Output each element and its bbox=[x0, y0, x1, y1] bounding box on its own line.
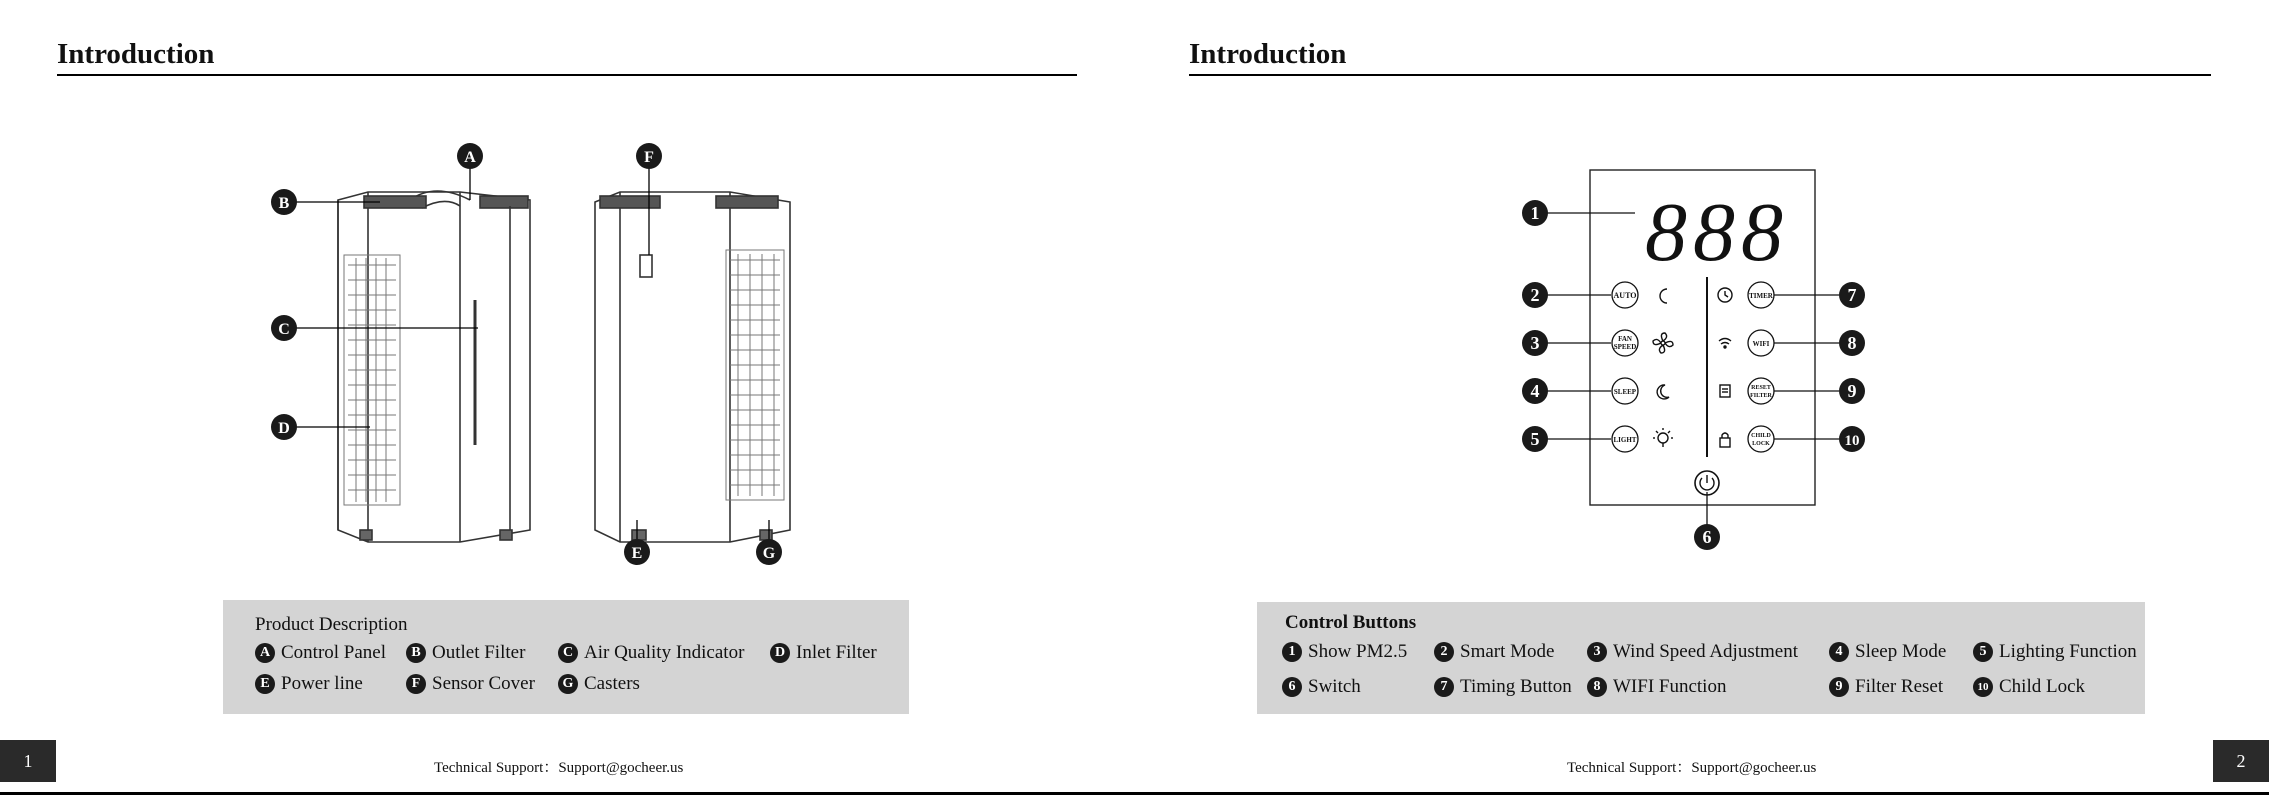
svg-text:E: E bbox=[631, 545, 643, 562]
child-lock-button[interactable] bbox=[1748, 426, 1774, 452]
svg-text:2: 2 bbox=[1530, 285, 1540, 305]
air-purifier-illustration bbox=[260, 130, 820, 570]
smart-mode-icon bbox=[1660, 289, 1667, 303]
control-item: 3 Wind Speed Adjustment bbox=[1587, 641, 1798, 663]
fan-icon bbox=[1653, 333, 1673, 353]
svg-text:SLEEP: SLEEP bbox=[1613, 388, 1637, 396]
title-rule bbox=[1189, 74, 2211, 76]
svg-text:AUTO: AUTO bbox=[1613, 291, 1637, 300]
box-heading: Control Buttons bbox=[1285, 612, 1417, 633]
footer-support: Technical Support：Support@gocheer.us bbox=[434, 760, 684, 776]
page-title: Introduction bbox=[57, 38, 215, 70]
right-page bbox=[1135, 0, 2269, 795]
svg-text:7: 7 bbox=[1847, 285, 1857, 305]
page-title: Introduction bbox=[1189, 38, 1347, 70]
svg-text:RESET: RESET bbox=[1751, 385, 1771, 391]
svg-text:A: A bbox=[464, 149, 476, 166]
svg-text:4: 4 bbox=[1530, 381, 1540, 401]
svg-text:LOCK: LOCK bbox=[1752, 441, 1770, 447]
power-icon[interactable] bbox=[1695, 471, 1719, 495]
page-number: 1 bbox=[0, 740, 56, 782]
control-item: 10 Child Lock bbox=[1973, 676, 2085, 698]
footer-support: Technical Support：Support@gocheer.us bbox=[1567, 760, 1817, 776]
svg-text:SPEED: SPEED bbox=[1613, 343, 1637, 351]
desc-item: D Inlet Filter bbox=[770, 642, 877, 664]
control-item: 8 WIFI Function bbox=[1587, 676, 1726, 698]
control-panel-diagram bbox=[1507, 165, 2027, 565]
svg-text:C: C bbox=[278, 321, 290, 338]
filter-icon bbox=[1720, 385, 1730, 397]
svg-text:8: 8 bbox=[1847, 333, 1857, 353]
control-item: 9 Filter Reset bbox=[1829, 676, 1943, 698]
reset-filter-button[interactable] bbox=[1748, 378, 1774, 404]
left-page bbox=[0, 0, 1134, 795]
svg-text:G: G bbox=[762, 545, 776, 562]
svg-text:D: D bbox=[278, 420, 290, 437]
svg-text:B: B bbox=[278, 195, 290, 212]
control-item: 1 Show PM2.5 bbox=[1282, 641, 1407, 663]
moon-icon bbox=[1657, 385, 1669, 399]
svg-text:CHILD: CHILD bbox=[1751, 433, 1771, 439]
title-rule bbox=[57, 74, 1077, 76]
box-heading: Product Description bbox=[255, 614, 408, 635]
control-item: 6 Switch bbox=[1282, 676, 1361, 698]
bulb-icon bbox=[1653, 428, 1673, 447]
digit-display: 888 bbox=[1645, 186, 1789, 279]
product-description-box bbox=[223, 600, 909, 714]
control-buttons-box bbox=[1257, 602, 2145, 714]
wifi-icon bbox=[1719, 339, 1731, 349]
lock-icon bbox=[1720, 433, 1730, 447]
svg-text:6: 6 bbox=[1702, 527, 1712, 547]
desc-item: A Control Panel bbox=[255, 642, 386, 664]
desc-item: F Sensor Cover bbox=[406, 673, 535, 695]
control-item: 7 Timing Button bbox=[1434, 676, 1572, 698]
svg-text:F: F bbox=[644, 149, 654, 166]
svg-text:9: 9 bbox=[1847, 381, 1857, 401]
desc-item: G Casters bbox=[558, 673, 640, 695]
svg-text:WIFI: WIFI bbox=[1752, 340, 1770, 348]
control-item: 4 Sleep Mode bbox=[1829, 641, 1946, 663]
page-number: 2 bbox=[2213, 740, 2269, 782]
svg-text:TIMER: TIMER bbox=[1749, 292, 1773, 300]
clock-icon bbox=[1718, 288, 1732, 302]
svg-text:3: 3 bbox=[1530, 333, 1540, 353]
desc-item: C Air Quality Indicator bbox=[558, 642, 744, 664]
svg-text:1: 1 bbox=[1530, 203, 1540, 223]
control-item: 5 Lighting Function bbox=[1973, 641, 2137, 663]
svg-text:10: 10 bbox=[1844, 433, 1860, 449]
svg-text:FILTER: FILTER bbox=[1750, 393, 1772, 399]
svg-text:LIGHT: LIGHT bbox=[1613, 436, 1637, 444]
control-item: 2 Smart Mode bbox=[1434, 641, 1554, 663]
svg-text:5: 5 bbox=[1530, 429, 1540, 449]
svg-text:FAN: FAN bbox=[1618, 335, 1632, 343]
desc-item: E Power line bbox=[255, 673, 363, 695]
desc-item: B Outlet Filter bbox=[406, 642, 525, 664]
